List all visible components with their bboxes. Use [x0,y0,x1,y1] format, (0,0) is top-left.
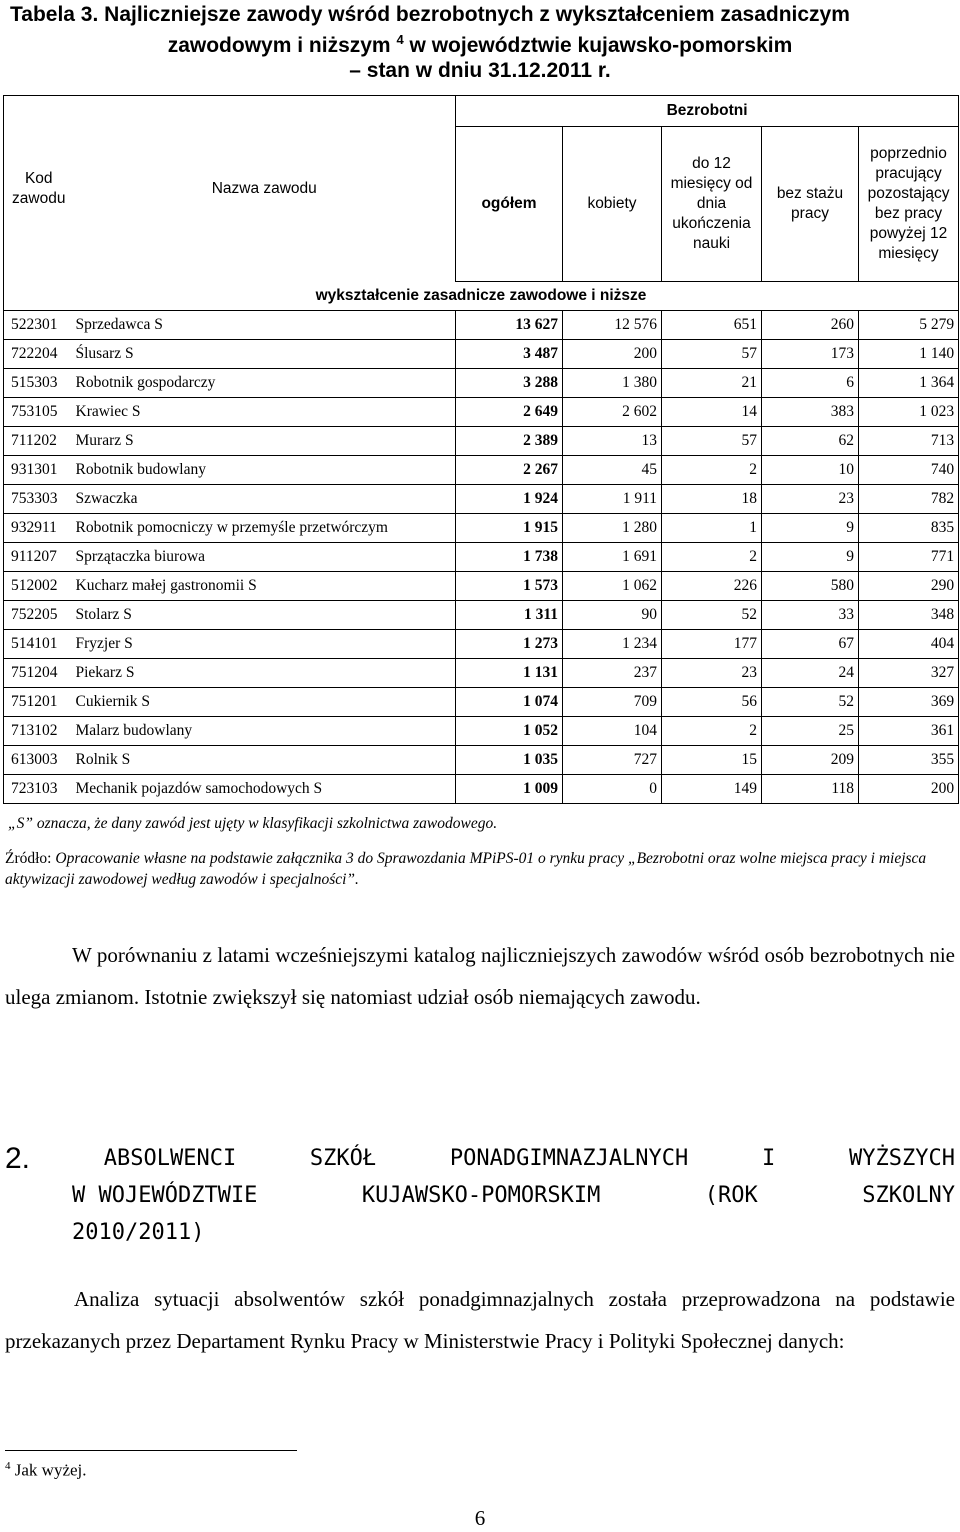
cell-poprzednio: 740 [859,455,959,484]
cell-ogolem: 1 924 [456,484,563,513]
cell-kod: 512002 [4,571,74,600]
cell-kobiety: 709 [563,687,662,716]
cell-ogolem: 3 288 [456,368,563,397]
cell-nazwa: Szwaczka [74,484,456,513]
cell-kobiety: 1 691 [563,542,662,571]
header-kobiety: kobiety [563,127,662,282]
cell-bez-stazu: 67 [762,629,859,658]
header-kod: Kod zawodu [4,96,74,282]
cell-do12: 1 [662,513,762,542]
cell-kobiety: 45 [563,455,662,484]
heading-word: ABSOLWENCI [103,1146,237,1171]
cell-bez-stazu: 383 [762,397,859,426]
cell-bez-stazu: 33 [762,600,859,629]
cell-poprzednio: 369 [859,687,959,716]
cell-kobiety: 12 576 [563,310,662,339]
cell-bez-stazu: 6 [762,368,859,397]
table-row [4,542,959,571]
cell-bez-stazu: 25 [762,716,859,745]
cell-kod: 723103 [4,774,74,803]
table-row [4,658,959,687]
cell-poprzednio: 361 [859,716,959,745]
footnote [5,1460,87,1481]
cell-ogolem: 1 915 [456,513,563,542]
heading-word: (ROK [704,1183,758,1208]
heading-line-1 [5,1140,955,1177]
title-line-2 [10,27,950,58]
cell-kod: 751201 [4,687,74,716]
cell-kobiety: 0 [563,774,662,803]
paragraph-1: W porównaniu z latami wcześniejszymi katalog najliczniejszych zawodów wśród osób bezrobotnych nie ulega zmianom. Istotnie zwiększył się natomiast udział osób niemających zawodu. [5,943,955,1009]
header-ogolem: ogółem [456,127,563,282]
cell-ogolem: 1 131 [456,658,563,687]
table-row [4,513,959,542]
cell-do12: 226 [662,571,762,600]
cell-kod: 931301 [4,455,74,484]
footnote-separator [5,1450,297,1451]
table-row [4,484,959,513]
cell-bez-stazu: 10 [762,455,859,484]
cell-kobiety: 200 [563,339,662,368]
heading-word: I [762,1146,776,1171]
heading-word: SZKÓŁ [309,1146,377,1171]
table-row [4,339,959,368]
cell-bez-stazu: 260 [762,310,859,339]
cell-do12: 52 [662,600,762,629]
cell-do12: 14 [662,397,762,426]
cell-kod: 751204 [4,658,74,687]
cell-do12: 2 [662,455,762,484]
cell-ogolem: 1 035 [456,745,563,774]
table-row [4,745,959,774]
cell-do12: 2 [662,716,762,745]
header-nazwa: Nazwa zawodu [74,96,456,282]
cell-kobiety: 1 234 [563,629,662,658]
cell-nazwa: Robotnik pomocniczy w przemyśle przetwórczym [74,513,456,542]
cell-nazwa: Fryzjer S [74,629,456,658]
cell-kod: 752205 [4,600,74,629]
footnote-text: Jak wyżej. [14,1460,87,1480]
source-text: Opracowanie własne na podstawie załącznika 3 do Sprawozdania MPiPS-01 o rynku pracy „Bezrobotni oraz wolne miejsca pracy i miejsca aktywizacji zawodowej według zawodów i specjalności”. [5,850,927,888]
source-label: Źródło: [5,850,52,867]
unemployment-table [3,95,959,804]
cell-poprzednio: 290 [859,571,959,600]
cell-ogolem: 13 627 [456,310,563,339]
table-row [4,687,959,716]
section-row [4,281,959,310]
cell-poprzednio: 835 [859,513,959,542]
cell-do12: 57 [662,426,762,455]
cell-kobiety: 13 [563,426,662,455]
cell-nazwa: Sprzedawca S [74,310,456,339]
cell-kobiety: 1 911 [563,484,662,513]
heading-number: 2. [5,1142,31,1175]
table-row [4,426,959,455]
cell-bez-stazu: 118 [762,774,859,803]
table-row [4,368,959,397]
cell-kobiety: 237 [563,658,662,687]
heading-word: W WOJEWÓDZTWIE [72,1183,258,1208]
cell-kod: 711202 [4,426,74,455]
cell-poprzednio: 713 [859,426,959,455]
cell-kod: 753105 [4,397,74,426]
cell-kod: 713102 [4,716,74,745]
footnote-mark: 4 [5,1460,11,1472]
heading-word: PONADGIMNAZJALNYCH [449,1146,689,1171]
cell-ogolem: 1 273 [456,629,563,658]
heading-word: WYŻSZYCH [848,1146,955,1171]
cell-nazwa: Krawiec S [74,397,456,426]
cell-kobiety: 2 602 [563,397,662,426]
cell-bez-stazu: 62 [762,426,859,455]
title-line-2-end: w województwie kujawsko-pomorskim [409,34,793,57]
cell-ogolem: 1 573 [456,571,563,600]
cell-ogolem: 1 052 [456,716,563,745]
cell-kod: 753303 [4,484,74,513]
cell-kod: 522301 [4,310,74,339]
cell-ogolem: 2 649 [456,397,563,426]
cell-ogolem: 1 009 [456,774,563,803]
title-line-2-start: zawodowym i niższym [167,34,391,57]
section-heading [5,1140,955,1251]
cell-ogolem: 1 738 [456,542,563,571]
table-row [4,571,959,600]
cell-poprzednio: 1 140 [859,339,959,368]
cell-poprzednio: 200 [859,774,959,803]
cell-kod: 514101 [4,629,74,658]
cell-kod: 911207 [4,542,74,571]
table-body [4,281,959,803]
heading-line-2 [5,1177,955,1214]
cell-ogolem: 2 267 [456,455,563,484]
page-number: 6 [474,1506,486,1530]
cell-poprzednio: 5 279 [859,310,959,339]
cell-bez-stazu: 580 [762,571,859,600]
cell-nazwa: Sprzątaczka biurowa [74,542,456,571]
cell-nazwa: Malarz budowlany [74,716,456,745]
table-row [4,629,959,658]
cell-do12: 23 [662,658,762,687]
cell-do12: 21 [662,368,762,397]
cell-bez-stazu: 24 [762,658,859,687]
cell-do12: 18 [662,484,762,513]
cell-kod: 515303 [4,368,74,397]
header-bez-stazu: bez stażu pracy [762,127,859,282]
cell-do12: 56 [662,687,762,716]
cell-poprzednio: 1 023 [859,397,959,426]
heading-word: KUJAWSKO-POMORSKIM [361,1183,601,1208]
paragraph-2: Analiza sytuacji absolwentów szkół ponadgimnazjalnych została przeprowadzona na podstawie przekazanych przez Departament Rynku Pracy w Ministerstwie Pracy i Polityki Społecznej danych: [5,1287,955,1353]
title-line-1: Tabela 3. Najliczniejsze zawody wśród bezrobotnych z wykształceniem zasadniczym [10,3,850,26]
table-row [4,774,959,803]
cell-bez-stazu: 9 [762,513,859,542]
cell-poprzednio: 404 [859,629,959,658]
cell-nazwa: Piekarz S [74,658,456,687]
cell-bez-stazu: 9 [762,542,859,571]
cell-nazwa: Cukiernik S [74,687,456,716]
table-row [4,310,959,339]
cell-nazwa: Robotnik budowlany [74,455,456,484]
source-note [5,848,955,890]
cell-do12: 15 [662,745,762,774]
cell-ogolem: 2 389 [456,426,563,455]
cell-kod: 613003 [4,745,74,774]
cell-do12: 2 [662,542,762,571]
cell-ogolem: 1 074 [456,687,563,716]
cell-kobiety: 1 380 [563,368,662,397]
cell-poprzednio: 782 [859,484,959,513]
heading-line-3: 2010/2011) [72,1220,205,1245]
cell-do12: 57 [662,339,762,368]
cell-bez-stazu: 173 [762,339,859,368]
cell-nazwa: Rolnik S [74,745,456,774]
cell-poprzednio: 355 [859,745,959,774]
table-row [4,455,959,484]
cell-nazwa: Mechanik pojazdów samochodowych S [74,774,456,803]
table-title [10,2,950,83]
title-line-3: – stan w dniu 31.12.2011 r. [349,59,611,82]
cell-kobiety: 1 062 [563,571,662,600]
cell-poprzednio: 1 364 [859,368,959,397]
cell-do12: 177 [662,629,762,658]
cell-nazwa: Robotnik gospodarczy [74,368,456,397]
cell-poprzednio: 771 [859,542,959,571]
cell-kod: 932911 [4,513,74,542]
cell-nazwa: Stolarz S [74,600,456,629]
cell-kobiety: 727 [563,745,662,774]
table-row [4,600,959,629]
cell-do12: 651 [662,310,762,339]
cell-do12: 149 [662,774,762,803]
cell-kobiety: 1 280 [563,513,662,542]
table-row [4,716,959,745]
table-note: „S” oznacza, że dany zawód jest ujęty w klasyfikacji szkolnictwa zawodowego. [8,815,498,832]
cell-nazwa: Kucharz małej gastronomii S [74,571,456,600]
cell-ogolem: 1 311 [456,600,563,629]
header-poprzednio: poprzednio pracujący pozostający bez pracy powyżej 12 miesięcy [859,127,959,282]
cell-kod: 722204 [4,339,74,368]
section-label: wykształcenie zasadnicze zawodowe i niższe [4,281,959,310]
header-do12: do 12 miesięcy od dnia ukończenia nauki [662,127,762,282]
cell-poprzednio: 327 [859,658,959,687]
cell-bez-stazu: 209 [762,745,859,774]
table-row [4,397,959,426]
header-bezrobotni: Bezrobotni [456,96,959,127]
footnote-ref: 4 [396,32,404,47]
cell-kobiety: 90 [563,600,662,629]
cell-kobiety: 104 [563,716,662,745]
cell-bez-stazu: 52 [762,687,859,716]
heading-word: SZKOLNY [862,1183,955,1208]
cell-nazwa: Ślusarz S [74,339,456,368]
cell-nazwa: Murarz S [74,426,456,455]
cell-ogolem: 3 487 [456,339,563,368]
cell-bez-stazu: 23 [762,484,859,513]
cell-poprzednio: 348 [859,600,959,629]
